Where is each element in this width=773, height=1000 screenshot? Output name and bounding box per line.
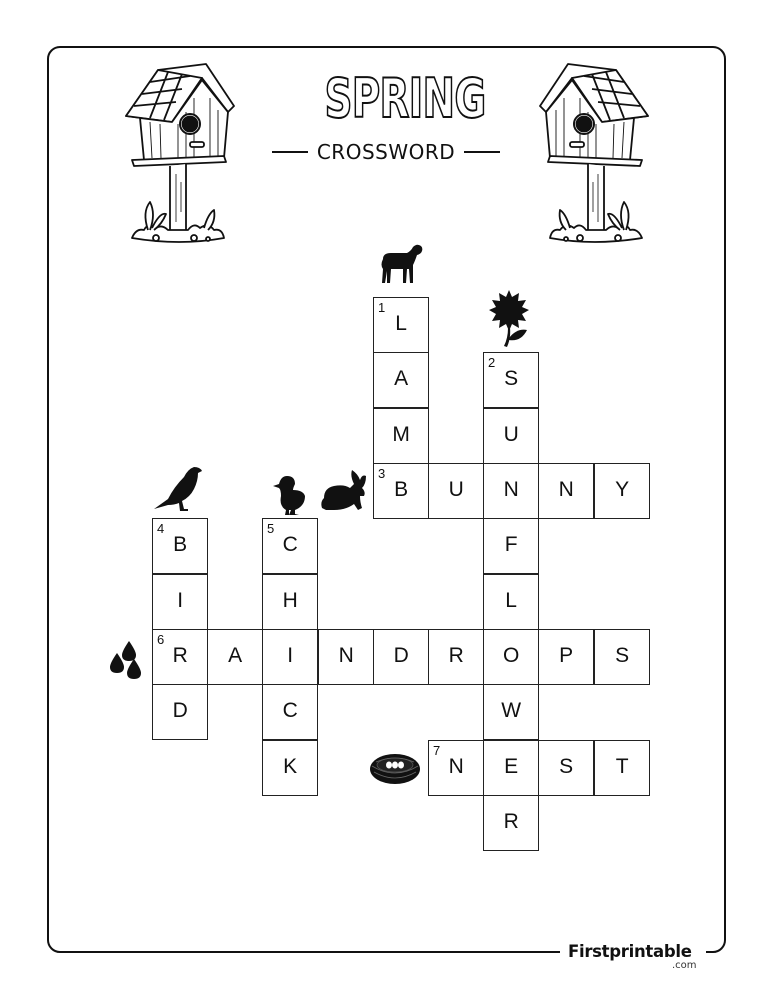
brand-logo: Firstprintable [568,942,692,961]
clue-number: 5 [267,521,275,536]
cell-letter: L [505,589,517,612]
crossword-cell[interactable] [373,297,429,353]
cell-letter: C [282,533,298,556]
birdhouse-left-icon [120,62,238,248]
page-title: SPRING [324,67,486,130]
cell-letter: L [395,312,407,335]
cell-letter: B [394,478,409,501]
crossword-cell[interactable] [428,629,484,685]
raindrops-icon [108,641,144,679]
crossword-cell[interactable] [483,684,539,740]
crossword-cell[interactable] [538,629,594,685]
cell-letter: N [503,478,519,501]
chick-icon [271,474,307,516]
cell-letter: O [502,644,520,667]
sunflower-icon [489,290,529,348]
crossword-cell[interactable] [373,629,429,685]
crossword-cell[interactable] [483,518,539,574]
cell-letter: D [172,699,188,722]
crossword-cell[interactable] [373,352,429,408]
crossword-cell[interactable] [483,574,539,630]
crossword-cell[interactable] [262,740,318,796]
crossword-cell[interactable] [483,740,539,796]
clue-number: 1 [378,300,386,315]
crossword-cell[interactable] [152,684,208,740]
cell-letter: A [228,644,243,667]
crossword-cell[interactable] [152,518,208,574]
bunny-icon [320,468,368,512]
page-subtitle: CROSSWORD [316,140,456,164]
crossword-cell[interactable] [318,629,374,685]
cell-letter: R [172,644,188,667]
clue-number: 4 [157,521,165,536]
subtitle-row [272,138,500,166]
crossword-cell[interactable] [262,684,318,740]
cell-letter: D [393,644,409,667]
cell-letter: R [503,810,519,833]
crossword-cell[interactable] [152,574,208,630]
cell-letter: N [558,478,574,501]
cell-letter: R [448,644,464,667]
crossword-cell[interactable] [483,795,539,851]
crossword-cell[interactable] [538,740,594,796]
cell-letter: K [283,755,298,778]
crossword-cell[interactable] [428,740,484,796]
clue-number: 6 [157,632,165,647]
divider-left [272,151,308,153]
cell-letter: U [448,478,464,501]
crossword-cell[interactable] [373,408,429,464]
cell-letter: C [282,699,298,722]
divider-right [464,151,500,153]
cell-letter: T [615,755,629,778]
cell-letter: M [392,423,410,446]
clue-number: 3 [378,466,386,481]
cell-letter: E [504,755,519,778]
cell-letter: N [448,755,464,778]
cell-letter: U [503,423,519,446]
crossword-cell[interactable] [594,629,650,685]
crossword-cell[interactable] [262,574,318,630]
cell-letter: H [282,589,298,612]
bird-icon [152,465,204,511]
crossword-cell[interactable] [538,463,594,519]
birdhouse-right-icon [536,62,654,248]
cell-letter: W [501,699,522,722]
cell-letter: Y [615,478,630,501]
cell-letter: N [338,644,354,667]
crossword-cell[interactable] [483,352,539,408]
cell-letter: I [177,589,184,612]
clue-number: 7 [433,743,441,758]
cell-letter: S [504,367,519,390]
clue-number: 2 [488,355,496,370]
brand-domain: .com [672,960,697,971]
cell-letter: I [287,644,294,667]
cell-letter: S [559,755,574,778]
crossword-cell[interactable] [428,463,484,519]
crossword-cell[interactable] [483,629,539,685]
crossword-cell[interactable] [152,629,208,685]
crossword-cell[interactable] [594,740,650,796]
cell-letter: S [615,644,630,667]
cell-letter: B [173,533,188,556]
crossword-cell[interactable] [483,463,539,519]
cell-letter: F [504,533,518,556]
nest-icon [368,752,422,786]
crossword-cell[interactable] [262,629,318,685]
cell-letter: P [559,644,574,667]
crossword-cell[interactable] [262,518,318,574]
crossword-cell[interactable] [207,629,263,685]
crossword-cell[interactable] [594,463,650,519]
crossword-cell[interactable] [483,408,539,464]
crossword-cell[interactable] [373,463,429,519]
lamb-icon [377,243,425,287]
cell-letter: A [394,367,409,390]
